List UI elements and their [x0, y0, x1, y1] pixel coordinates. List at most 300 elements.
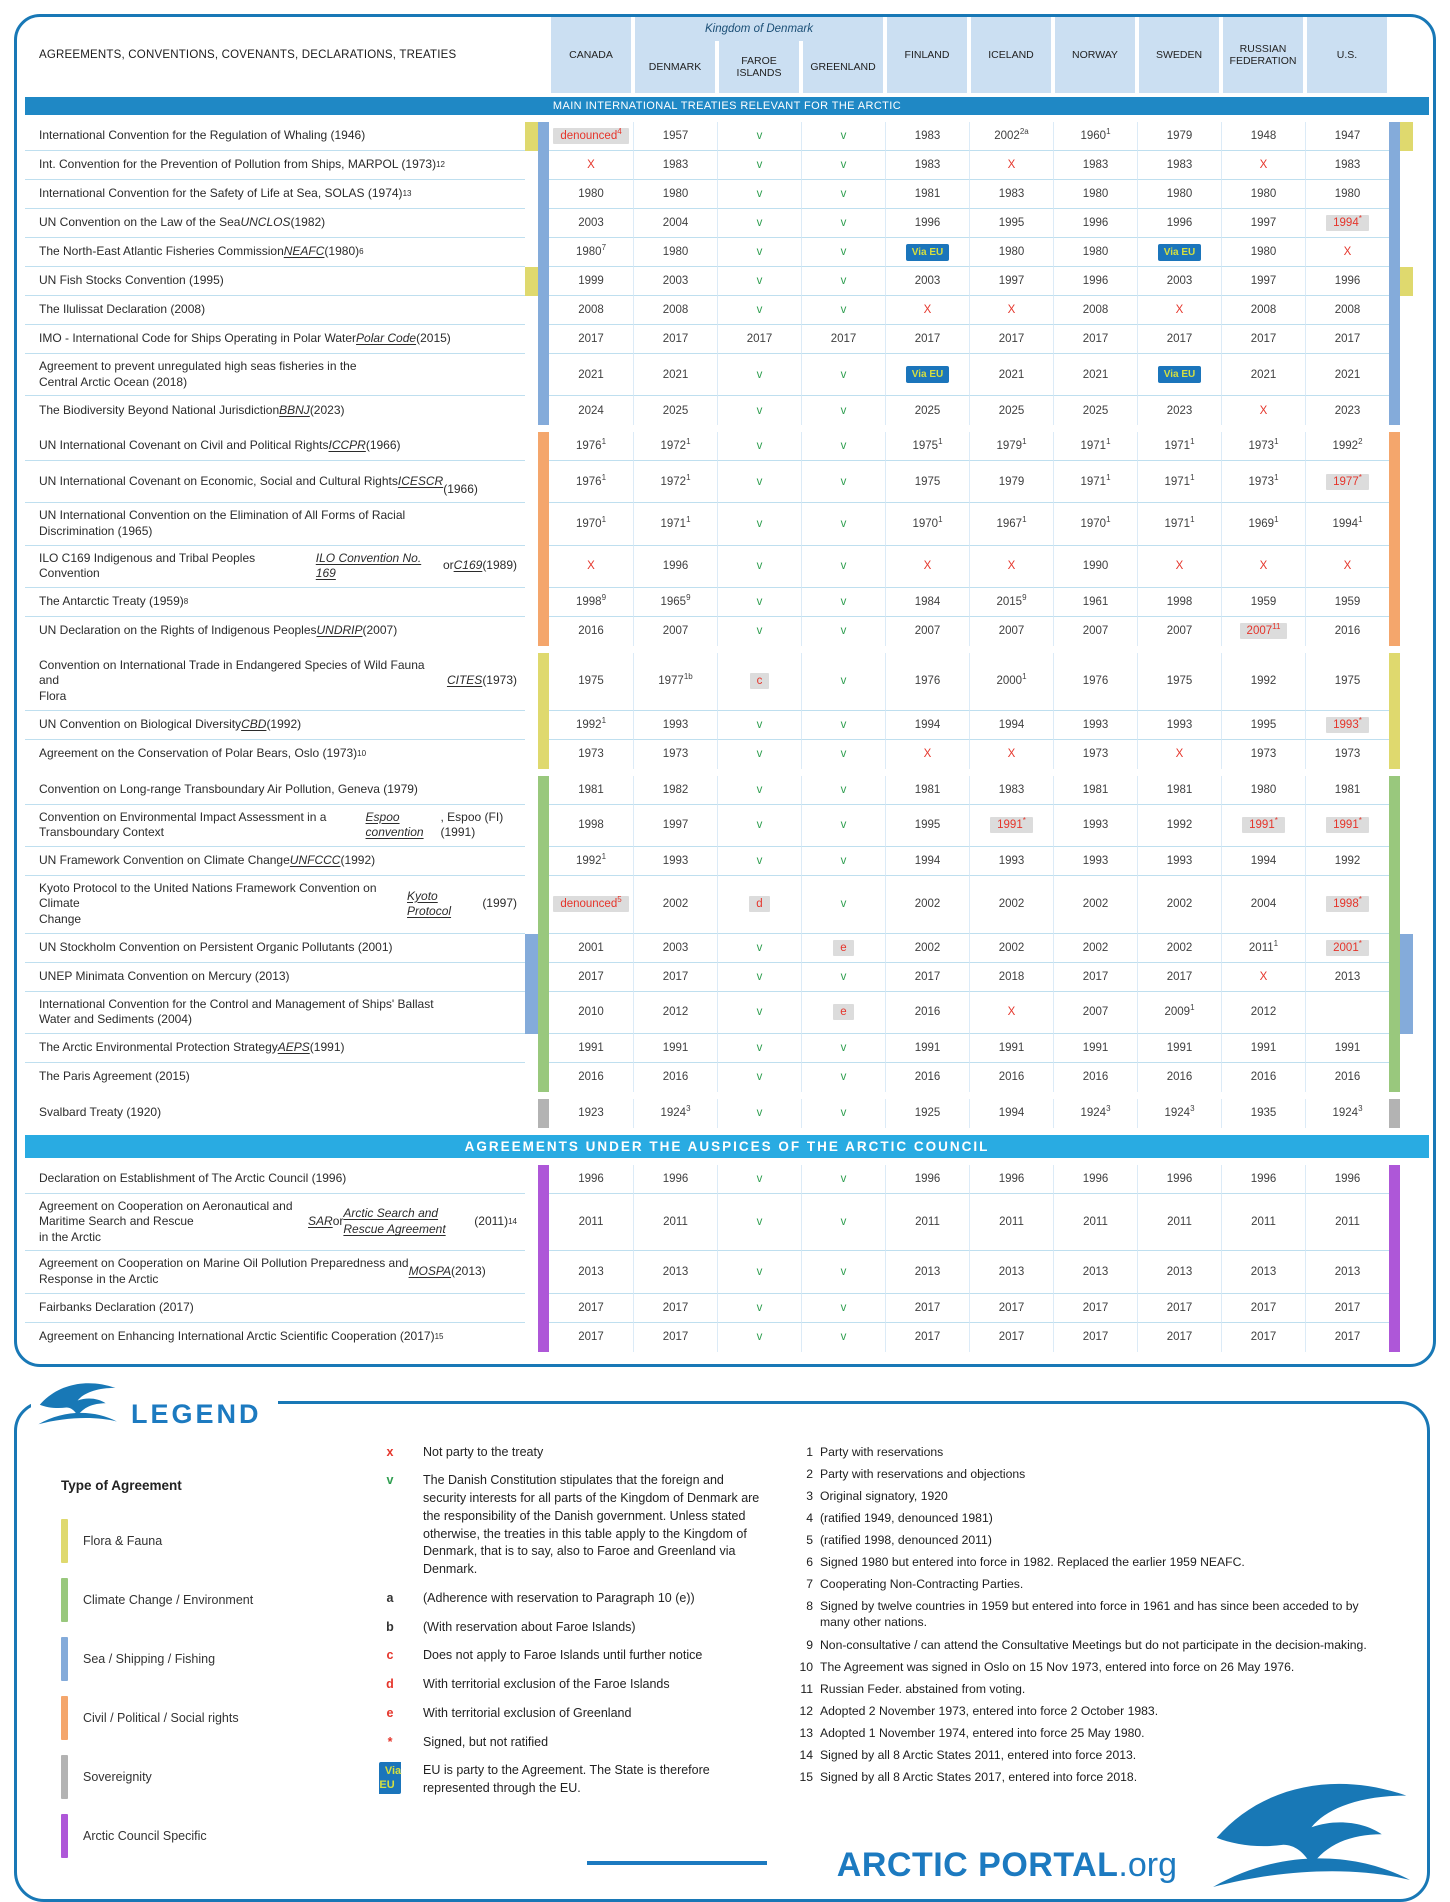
treaty-cell: 1996: [1053, 209, 1137, 238]
treaty-cell: v: [801, 122, 885, 151]
treaty-cell: 1994: [1221, 847, 1305, 876]
treaty-cell: 1967$^1$: [969, 503, 1053, 545]
treaty-cell: v: [717, 546, 801, 588]
group-bar-left: [538, 354, 549, 396]
treaty-cell: 1992: [1137, 805, 1221, 847]
treaty-cell: 2002: [1137, 934, 1221, 963]
group-bar-right: [1389, 876, 1400, 934]
category-chip-left: [525, 151, 538, 180]
treaty-cell: 1996: [1305, 267, 1389, 296]
brand-suffix: .org: [1118, 1845, 1177, 1884]
footnote-text: (ratified 1949, denounced 1981): [820, 1510, 993, 1525]
type-label: Sea / Shipping / Fishing: [83, 1651, 216, 1666]
treaty-cell: X: [969, 296, 1053, 325]
category-chip-left: [525, 325, 538, 354]
type-label: Arctic Council Specific: [83, 1828, 207, 1843]
category-chip-left: [525, 1251, 538, 1293]
type-color-bar: [61, 1519, 68, 1563]
treaty-cell: 1973: [633, 740, 717, 769]
treaty-cell: 2017: [969, 1323, 1053, 1352]
treaty-cell: X: [969, 992, 1053, 1034]
legend-symbol-text: (With reservation about Faroe Islands): [423, 1619, 636, 1634]
treaty-name: UN International Covenant on Economic, Social and Cultural Rights ICESCR (1966): [25, 461, 525, 503]
treaty-name: IMO - International Code for Ships Operating in Polar Water Polar Code (2015): [25, 325, 525, 354]
section-banner-arctic-council: AGREEMENTS UNDER THE AUSPICES OF THE ARCTIC COUNCIL: [25, 1135, 1429, 1158]
type-label: Sovereignity: [83, 1769, 152, 1784]
treaty-name: UN International Convention on the Elimination of All Forms of Racial Discrimination (1965): [25, 503, 525, 545]
group-bar-left: [538, 1251, 549, 1293]
category-chip-left: [525, 209, 538, 238]
treaty-cell: 2021: [1221, 354, 1305, 396]
table-row: [25, 432, 1429, 461]
treaty-cell: 1971$^1$: [1137, 461, 1221, 503]
category-chip-right: [1400, 267, 1413, 296]
treaty-cell: 1990: [1053, 546, 1137, 588]
treaty-cell: 1975: [885, 461, 969, 503]
treaty-cell: v: [801, 354, 885, 396]
treaty-cell: 2016: [578, 625, 604, 638]
footnote-text: Original signatory, 1920: [820, 1488, 948, 1503]
treaty-cell: 2011: [633, 1194, 717, 1252]
group-bar-left: [538, 963, 549, 992]
group-bar-right: [1389, 1063, 1400, 1092]
footnote-text: Adopted 1 November 1974, entered into force 25 May 1980.: [820, 1725, 1145, 1740]
footnote-8: [793, 1598, 1373, 1630]
group-bar-left: [538, 617, 549, 646]
category-chip-right: [1400, 992, 1413, 1034]
treaty-cell: v: [801, 296, 885, 325]
treaty-cell: 2013: [549, 1251, 633, 1293]
treaty-name: The North-East Atlantic Fisheries Commission NEAFC (1980) 6: [25, 238, 525, 267]
treaty-cell: v: [801, 1194, 885, 1252]
table-row: [25, 546, 1429, 588]
category-chip-right: [1400, 740, 1413, 769]
legend-type-civil: [61, 1696, 341, 1740]
treaty-cell: X: [1221, 963, 1305, 992]
treaty-cell: 2002: [633, 876, 717, 934]
treaty-cell: 2016: [1305, 617, 1389, 646]
treaty-cell: 2017: [633, 1294, 717, 1323]
treaty-cell: 2011: [1137, 1194, 1221, 1252]
category-chip-left: [525, 546, 538, 588]
treaty-cell: 2017: [633, 1323, 717, 1352]
treaty-cell: X: [885, 740, 969, 769]
group-bar-left: [538, 1034, 549, 1063]
treaty-cell: v: [801, 503, 885, 545]
column-header-faroe-islands: FAROE ISLANDS: [719, 41, 799, 93]
treaty-cell: v: [717, 1063, 801, 1092]
treaty-name: International Convention for the Safety of Life at Sea, SOLAS (1974) 13: [25, 180, 525, 209]
group-bar-right: [1389, 503, 1400, 545]
treaty-cell: X: [1137, 740, 1221, 769]
treaty-cell: 1935: [1221, 1099, 1305, 1128]
footnote-6: [793, 1554, 1373, 1570]
treaty-cell: 2017: [885, 1294, 969, 1323]
footnote-text: Cooperating Non-Contracting Parties.: [820, 1577, 1024, 1592]
column-header-u-s-: U.S.: [1307, 17, 1387, 93]
treaty-cell: 1973$^1$: [1221, 432, 1305, 461]
treaty-group-civil: [25, 432, 1429, 646]
table-row: [25, 238, 1429, 267]
category-chip-right: [1400, 847, 1413, 876]
treaty-cell: denounced$^4$: [549, 122, 633, 151]
treaty-group-climate: [25, 776, 1429, 1092]
treaty-cell: v: [717, 238, 801, 267]
footnote-5: [793, 1532, 1373, 1548]
treaty-cell: [885, 354, 969, 396]
treaty-cell: 2017: [885, 325, 969, 354]
treaty-cell: 1976$^1$: [549, 461, 633, 503]
table-row: [25, 776, 1429, 805]
category-chip-left: [525, 461, 538, 503]
footnote-number: 14: [799, 1747, 813, 1762]
group-bar-left: [538, 267, 549, 296]
group-bar-right: [1389, 209, 1400, 238]
treaty-cell: 1965$^9$: [633, 588, 717, 617]
treaty-cell: v: [717, 588, 801, 617]
category-chip-right: [1400, 503, 1413, 545]
group-bar-left: [538, 740, 549, 769]
treaty-cell: 2008: [549, 296, 633, 325]
table-row: [25, 267, 1429, 296]
type-color-bar: [61, 1755, 68, 1799]
treaty-cell: 2017: [549, 325, 633, 354]
treaty-cell: 1997: [969, 267, 1053, 296]
footnote-7: [793, 1576, 1373, 1592]
treaty-cell: 1925: [885, 1099, 969, 1128]
brand-divider-line: [587, 1861, 767, 1865]
group-bar-left: [538, 1165, 549, 1194]
treaty-cell: 2025: [1053, 396, 1137, 425]
treaty-cell: 1959: [1305, 588, 1389, 617]
table-row: [25, 847, 1429, 876]
legend-symbol-item: [367, 1676, 767, 1694]
treaty-cell: 2007: [1137, 617, 1221, 646]
category-chip-left: [525, 963, 538, 992]
treaty-cell: 1983: [885, 122, 969, 151]
treaty-cell: 1960$^1$: [1053, 122, 1137, 151]
group-bar-left: [538, 503, 549, 545]
treaty-cell: 2017: [633, 963, 717, 992]
treaty-cell: 1976$^1$: [549, 432, 633, 461]
legend-symbol-text: (Adherence with reservation to Paragraph 10 (e)): [423, 1590, 695, 1605]
legend-symbol-item: [367, 1762, 767, 1798]
treaty-cell: v: [717, 934, 801, 963]
group-bar-right: [1389, 653, 1400, 711]
group-bar-left: [538, 396, 549, 425]
category-chip-right: [1400, 1034, 1413, 1063]
treaty-cell: 1973: [1305, 740, 1389, 769]
category-chip-right: [1400, 354, 1413, 396]
group-bar-left: [538, 653, 549, 711]
footnote-number: 12: [799, 1703, 813, 1718]
footnote-text: Signed by all 8 Arctic States 2017, entered into force 2018.: [820, 1770, 1138, 1785]
treaty-cell: 2002: [885, 934, 969, 963]
category-chip-right: [1400, 1294, 1413, 1323]
group-bar-right: [1389, 847, 1400, 876]
treaty-cell: v: [801, 461, 885, 503]
category-chip-right: [1400, 805, 1413, 847]
group-bar-right: [1389, 180, 1400, 209]
treaty-group-flora: [25, 653, 1429, 769]
treaty-cell: 2017: [1053, 963, 1137, 992]
treaty-cell: 1983: [633, 151, 717, 180]
legend-symbols: [367, 1438, 767, 1873]
treaty-name: Int. Convention for the Prevention of Pollution from Ships, MARPOL (1973) 12: [25, 151, 525, 180]
table-row: [25, 1063, 1429, 1092]
type-label: Flora & Fauna: [83, 1533, 163, 1548]
group-bar-left: [538, 546, 549, 588]
treaty-cell: 1996: [1305, 1165, 1389, 1194]
treaty-cell: 2017: [801, 325, 885, 354]
table-title: AGREEMENTS, CONVENTIONS, COVENANTS, DECLARATIONS, TREATIES: [39, 49, 457, 61]
category-chip-left: [525, 296, 538, 325]
group-bar-right: [1389, 122, 1400, 151]
footnote-4: [793, 1510, 1373, 1526]
table-row: [25, 992, 1429, 1034]
treaty-cell: 1992: [1305, 847, 1389, 876]
treaty-cell: 2011: [885, 1194, 969, 1252]
table-row: [25, 151, 1429, 180]
treaty-cell: 2016: [969, 1063, 1053, 1092]
treaty-cell: 2017: [1221, 1294, 1305, 1323]
treaty-cell: 2007$^{11}$: [1221, 617, 1305, 646]
treaty-cell: 2016: [633, 1063, 717, 1092]
column-header-norway: NORWAY: [1055, 17, 1135, 93]
treaty-cell: 1996: [549, 1165, 633, 1194]
treaty-cell: v: [801, 151, 885, 180]
treaty-cell: 1980: [1053, 180, 1137, 209]
category-chip-left: [525, 1034, 538, 1063]
group-bar-right: [1389, 325, 1400, 354]
treaty-cell: 2007: [1053, 992, 1137, 1034]
column-header-canada: CANADA: [551, 17, 631, 93]
treaty-cell: 1970$^1$: [885, 503, 969, 545]
treaty-cell: 1994*: [1305, 209, 1389, 238]
treaty-cell: v: [717, 963, 801, 992]
treaty-cell: 1991: [1221, 1034, 1305, 1063]
treaty-cell: 1947: [1305, 122, 1389, 151]
treaty-cell: 2003: [549, 209, 633, 238]
treaty-cell: 1996: [1053, 267, 1137, 296]
treaty-cell: v: [801, 1063, 885, 1092]
treaty-cell: 2004: [633, 209, 717, 238]
category-chip-left: [525, 1323, 538, 1352]
treaty-cell: 1980$^7$: [549, 238, 633, 267]
treaty-name: Convention on Long-range Transboundary Air Pollution, Geneva (1979): [25, 776, 525, 805]
treaty-cell: e: [801, 934, 885, 963]
treaty-name: Kyoto Protocol to the United Nations Framework Convention on Climate Change Kyoto Protocol (1997): [25, 876, 525, 934]
group-bar-left: [538, 238, 549, 267]
table-row: [25, 325, 1429, 354]
treaty-cell: v: [717, 122, 801, 151]
treaty-cell: v: [717, 776, 801, 805]
group-bar-right: [1389, 546, 1400, 588]
legend-symbol-text: With territorial exclusion of Greenland: [423, 1705, 632, 1720]
treaty-cell: 1991: [633, 1034, 717, 1063]
group-bar-left: [538, 122, 549, 151]
treaty-cell: 1957: [633, 122, 717, 151]
treaty-cell: 1983: [885, 151, 969, 180]
treaty-cell: v: [717, 1034, 801, 1063]
legend-symbol-text: The Danish Constitution stipulates that the foreign and security interests for all parts of the Kingdom of Denmark are the responsibility of the Danish government. Unless stated otherwise, the treaties in this table apply to the Kingdom of Denmark, that is to say, also to Faroe and Greenland via Denmark.: [423, 1473, 760, 1577]
footnote-number: 6: [806, 1555, 813, 1570]
treaty-cell: v: [717, 847, 801, 876]
treaty-cell: 1948: [1221, 122, 1305, 151]
group-bar-left: [538, 1294, 549, 1323]
treaty-cell: 1991: [1305, 1034, 1389, 1063]
treaty-cell: 1924$^3$: [1053, 1099, 1137, 1128]
treaty-name: UN Declaration on the Rights of Indigenous Peoples UNDRIP (2007): [39, 623, 398, 638]
treaty-group-sov: [25, 1099, 1429, 1128]
treaty-cell: v: [801, 396, 885, 425]
treaty-cell: [1305, 992, 1389, 1034]
treaty-cell: $1977^{1b}$: [633, 653, 717, 711]
treaty-cell: v: [801, 740, 885, 769]
category-chip-right: [1400, 432, 1413, 461]
treaty-name: Agreement on Cooperation on Marine Oil Pollution Preparedness and Response in the Arctic MOSPA (2013): [25, 1251, 525, 1293]
type-label: Civil / Political / Social rights: [83, 1710, 239, 1725]
treaty-cell: 2002: [1137, 876, 1221, 934]
legend-type-sea: [61, 1637, 341, 1681]
arctic-portal-bird-icon: [37, 1378, 121, 1430]
treaty-group-sea: [25, 122, 1429, 425]
treaty-cell: 1980: [1221, 776, 1305, 805]
group-bar-left: [538, 1063, 549, 1092]
column-header-denmark: DENMARK: [635, 41, 715, 93]
treaty-cell: 1995: [1221, 711, 1305, 740]
category-chip-right: [1400, 151, 1413, 180]
treaty-cell: 2017: [1053, 1323, 1137, 1352]
treaty-cell: 1973: [1053, 740, 1137, 769]
treaty-cell: 2017: [1053, 325, 1137, 354]
treaty-cell: 2017: [1221, 325, 1305, 354]
kingdom-of-denmark-band: Kingdom of Denmark: [635, 17, 883, 41]
treaty-cell: 1973: [1221, 740, 1305, 769]
category-chip-left: [525, 805, 538, 847]
category-chip-right: [1400, 934, 1413, 963]
footnote-number: 8: [806, 1599, 813, 1614]
treaty-cell: 1971$^1$: [1053, 432, 1137, 461]
treaty-cell: 1998: [549, 805, 633, 847]
category-chip-right: [1400, 617, 1413, 646]
table-row: [25, 180, 1429, 209]
treaty-cell: 1970$^1$: [549, 503, 633, 545]
category-chip-right: [1400, 588, 1413, 617]
treaty-cell: 2007: [1053, 617, 1137, 646]
treaty-cell: 1994$^1$: [1305, 503, 1389, 545]
treaty-cell: v: [717, 432, 801, 461]
treaty-name: Agreement to prevent unregulated high seas fisheries in the Central Arctic Ocean (2018): [25, 354, 525, 396]
table-row: [25, 963, 1429, 992]
table-row: [25, 934, 1429, 963]
table-header: [25, 17, 1429, 93]
type-color-bar: [61, 1814, 68, 1858]
footnote-text: (ratified 1998, denounced 2011): [820, 1533, 992, 1548]
treaty-cell: 2021: [969, 354, 1053, 396]
legend-symbol-item: [367, 1619, 767, 1637]
treaty-cell: v: [801, 209, 885, 238]
treaty-cell: 1991*: [1305, 805, 1389, 847]
treaty-cell: v: [801, 847, 885, 876]
legend-symbol-glyph: v: [386, 1473, 394, 1488]
legend-type-flora: [61, 1519, 341, 1563]
group-bar-right: [1389, 267, 1400, 296]
treaty-cell: 2002: [969, 876, 1053, 934]
table-row: [25, 740, 1429, 769]
legend-symbol-glyph: *: [387, 1734, 393, 1749]
treaty-cell: 2023: [1305, 396, 1389, 425]
table-row: [25, 617, 1429, 646]
treaty-cell: 2017: [549, 963, 633, 992]
treaty-cell: 2011: [1305, 1194, 1389, 1252]
treaty-cell: v: [801, 546, 885, 588]
footnote-text: Russian Feder. abstained from voting.: [820, 1681, 1026, 1696]
legend-symbol-item: [367, 1734, 767, 1752]
treaty-cell: 2003: [1137, 267, 1221, 296]
footnote-number: 11: [800, 1681, 813, 1696]
treaty-cell: 1994: [885, 847, 969, 876]
treaty-cell: 1981: [1305, 776, 1389, 805]
table-row: [25, 354, 1429, 396]
group-bar-right: [1389, 461, 1400, 503]
treaty-cell: 1970$^1$: [1053, 503, 1137, 545]
treaty-cell: v: [717, 992, 801, 1034]
treaty-cell: v: [717, 1194, 801, 1252]
treaty-cell: X: [885, 546, 969, 588]
treaty-cell: 2021: [633, 354, 717, 396]
group-bar-right: [1389, 934, 1400, 963]
treaty-cell: v: [717, 805, 801, 847]
category-chip-left: [525, 354, 538, 396]
treaty-cell: 1992$^1$: [549, 711, 633, 740]
treaty-cell: 1991: [885, 1034, 969, 1063]
treaty-cell: [1137, 238, 1221, 267]
footnote-9: [793, 1637, 1373, 1653]
treaty-cell: X: [969, 546, 1053, 588]
treaty-cell: 2017: [885, 963, 969, 992]
treaty-cell: 1980: [1305, 180, 1389, 209]
arctic-portal-logo: [837, 1846, 1177, 1885]
treaty-name: Agreement on Cooperation on Aeronautical and Maritime Search and Rescue in the Arctic SAR or Arctic Search and Rescue Agreement (2011) 14: [25, 1194, 525, 1252]
category-chip-left: [525, 847, 538, 876]
group-bar-right: [1389, 588, 1400, 617]
category-chip-right: [1400, 711, 1413, 740]
footnote-11: [793, 1681, 1373, 1697]
treaty-cell: 1983: [1305, 151, 1389, 180]
treaty-cell: 2024: [578, 404, 604, 417]
category-chip-left: [525, 122, 538, 151]
group-bar-right: [1389, 963, 1400, 992]
category-chip-left: [525, 432, 538, 461]
category-chip-right: [1400, 1165, 1413, 1194]
treaty-cell: 2002: [1053, 934, 1137, 963]
treaty-cell: [885, 238, 969, 267]
footnote-number: 7: [806, 1577, 813, 1592]
treaty-cell: X: [1221, 396, 1305, 425]
treaty-cell: v: [717, 396, 801, 425]
treaty-cell: v: [801, 1251, 885, 1293]
category-chip-right: [1400, 209, 1413, 238]
treaty-name: International Convention for the Regulation of Whaling (1946): [25, 122, 525, 151]
treaty-cell: 1993: [633, 847, 717, 876]
treaty-cell: 2013: [1221, 1251, 1305, 1293]
treaty-cell: denounced$^5$: [549, 876, 633, 934]
treaty-cell: 2018: [969, 963, 1053, 992]
treaty-cell: v: [801, 1034, 885, 1063]
group-bar-right: [1389, 776, 1400, 805]
table-row: [25, 876, 1429, 934]
